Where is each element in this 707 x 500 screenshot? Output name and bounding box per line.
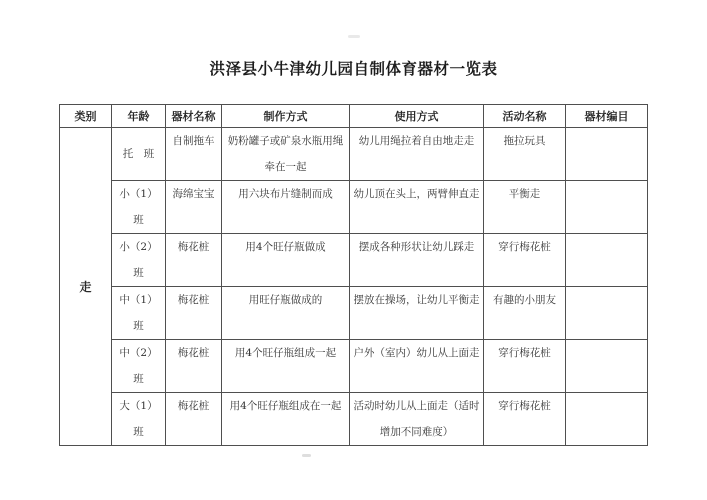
activity-cell: 穿行梅花桩 xyxy=(484,340,566,393)
method-cell: 用4个旺仔瓶组成一起 xyxy=(222,340,350,393)
table-header-row xyxy=(60,105,648,128)
table-row xyxy=(60,181,648,234)
usage-cell: 幼儿顶在头上，两臂伸直走 xyxy=(350,181,484,234)
header-age: 年龄 xyxy=(112,105,166,128)
table-row xyxy=(60,393,648,446)
activity-cell: 穿行梅花桩 xyxy=(484,393,566,446)
equipment-name-cell: 梅花桩 xyxy=(166,393,222,446)
age-cell: 大（1）班 xyxy=(112,393,166,446)
catalog-cell xyxy=(566,234,648,287)
usage-cell: 幼儿用绳拉着自由地走走 xyxy=(350,128,484,181)
equipment-table xyxy=(59,104,648,446)
header-equipment-name: 器材名称 xyxy=(166,105,222,128)
equipment-name-cell: 梅花桩 xyxy=(166,340,222,393)
method-cell: 奶粉罐子或矿泉水瓶用绳牵在一起 xyxy=(222,128,350,181)
method-cell: 用4个旺仔瓶组成在一起 xyxy=(222,393,350,446)
method-cell: 用4个旺仔瓶做成 xyxy=(222,234,350,287)
usage-cell: 户外（室内）幼儿从上面走 xyxy=(350,340,484,393)
table-row xyxy=(60,234,648,287)
catalog-cell xyxy=(566,287,648,340)
age-cell: 托 班 xyxy=(112,128,166,181)
header-usage: 使用方式 xyxy=(350,105,484,128)
header-catalog: 器材编目 xyxy=(566,105,648,128)
usage-cell: 活动时幼儿从上面走（适时增加不同难度） xyxy=(350,393,484,446)
usage-cell: 摆成各种形状让幼儿踩走 xyxy=(350,234,484,287)
catalog-cell xyxy=(566,128,648,181)
catalog-cell xyxy=(566,393,648,446)
scan-artifact-top xyxy=(348,35,360,38)
table-row xyxy=(60,340,648,393)
header-method: 制作方式 xyxy=(222,105,350,128)
header-category: 类别 xyxy=(60,105,112,128)
scan-artifact-bottom xyxy=(302,454,311,457)
catalog-cell xyxy=(566,181,648,234)
table-row xyxy=(60,287,648,340)
equipment-name-cell: 梅花桩 xyxy=(166,287,222,340)
equipment-name-cell: 海绵宝宝 xyxy=(166,181,222,234)
activity-cell: 穿行梅花桩 xyxy=(484,234,566,287)
method-cell: 用六块布片缝制而成 xyxy=(222,181,350,234)
document-title: 洪泽县小牛津幼儿园自制体育器材一览表 xyxy=(209,59,498,78)
method-cell: 用旺仔瓶做成的 xyxy=(222,287,350,340)
activity-cell: 有趣的小朋友 xyxy=(484,287,566,340)
age-cell: 中（1）班 xyxy=(112,287,166,340)
header-activity: 活动名称 xyxy=(484,105,566,128)
usage-cell: 摆放在操场，让幼儿平衡走 xyxy=(350,287,484,340)
category-cell: 走 xyxy=(60,128,112,446)
activity-cell: 平衡走 xyxy=(484,181,566,234)
equipment-name-cell: 自制拖车 xyxy=(166,128,222,181)
catalog-cell xyxy=(566,340,648,393)
table-row xyxy=(60,128,648,181)
age-cell: 中（2）班 xyxy=(112,340,166,393)
activity-cell: 拖拉玩具 xyxy=(484,128,566,181)
age-cell: 小（2）班 xyxy=(112,234,166,287)
equipment-name-cell: 梅花桩 xyxy=(166,234,222,287)
age-cell: 小（1）班 xyxy=(112,181,166,234)
